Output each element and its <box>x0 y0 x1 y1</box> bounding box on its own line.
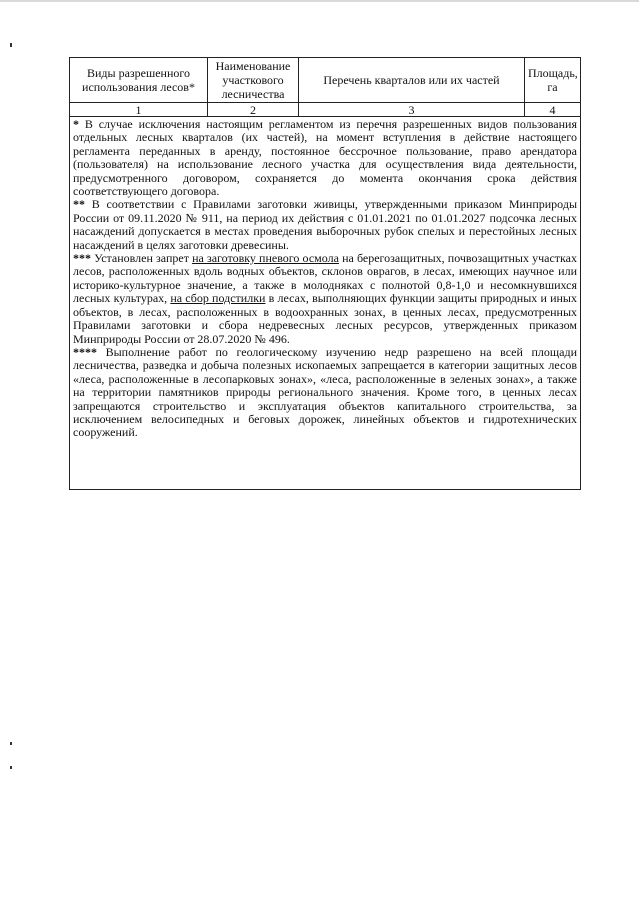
footnote-text: в лесах, выполняющих функции защиты природных и иных объектов, в лесах, расположенных в водоохранных зонах, в ценных лесах, предусмотренных Правилами заготовки и сбора недревесных лесных ресурсов, утвержденных приказом Минприроды России от 28.07.2020 № 496. <box>73 291 577 346</box>
footnote-text: Выполнение работ по геологическому изучению недр разрешено на всей площади лесничества, разведка и добыча полезных ископаемых запрещается в категории защитных лесов «леса, расположенные в лесопарковых зонах», «леса, расположенные в зеленых зонах», а также на территории памятников природы регионального значения. Кроме того, в ценных лесах запрещаются строительство и эксплуатация объектов капитального строительства, за исключением велосипедных и беговых дорожек, линейных объектов и гидротехнических сооружений. <box>73 344 577 440</box>
table-header-row <box>70 58 581 103</box>
footnote-2 <box>73 198 577 252</box>
footnote-mark: *** <box>73 251 91 266</box>
footnote-mark: ** <box>73 197 85 212</box>
column-number: 1 <box>70 103 208 117</box>
footnote-text: на берегозащитных, почвозащитных участках лесов, расположенных вдоль водных объектов, склонов оврагов, в лесах, имеющих научное или историко-культурное значение, а также в молодняках с полнотой 0,8-1,0 и несомкнувшихся лесных культурах, <box>73 251 577 306</box>
column-number: 4 <box>525 103 581 117</box>
footnote-text: Установлен запрет <box>94 251 193 266</box>
header-forestry-name: Наименование участкового лесничества <box>208 58 299 103</box>
footnote-text: В соответствии с Правилами заготовки живицы, утвержденными приказом Минприроды России от 09.11.2020 № 911, на период их действия с 01.01.2021 по 01.01.2027 подсочка лесных насаждений допускается в местах проведения выборочных рубок спелых и перестойных лесных насаждений в целях заготовки древесины. <box>73 197 578 252</box>
footnote-underlined-text: на заготовку пневого осмола <box>192 251 339 266</box>
scan-edge-mark <box>10 43 12 47</box>
page-top-edge <box>0 0 639 2</box>
column-number-row <box>70 103 581 117</box>
footnote-text: В случае исключения настоящим регламентом из перечня разрешенных видов пользования отдельных лесных кварталов (их частей), на момент вступления в действие настоящего регламента переданных в аренду, постоянное бессрочное пользование, право арендатора (пользователя) на использование лесного участка для осуществления вида деятельности, предусмотренного договором, сохраняется до момента окончания срока действия соответствующего договора. <box>73 117 577 199</box>
scan-edge-mark <box>10 766 12 769</box>
footnote-mark: **** <box>73 344 97 359</box>
scan-edge-mark <box>10 742 12 745</box>
column-number: 2 <box>208 103 299 117</box>
footnotes-row <box>70 117 581 490</box>
footnote-mark: * <box>73 117 79 131</box>
header-area: Площадь, га <box>525 58 581 103</box>
footnotes-cell <box>70 117 581 490</box>
footnote-underlined-text: на сбор подстилки <box>170 291 266 306</box>
footnote-1 <box>73 118 577 198</box>
header-quarters-list: Перечень кварталов или их частей <box>299 58 525 103</box>
forest-use-table <box>69 57 581 490</box>
footnote-3 <box>73 252 577 346</box>
header-use-types: Виды разрешенного использования лесов* <box>70 58 208 103</box>
footnote-4 <box>73 346 577 440</box>
column-number: 3 <box>299 103 525 117</box>
